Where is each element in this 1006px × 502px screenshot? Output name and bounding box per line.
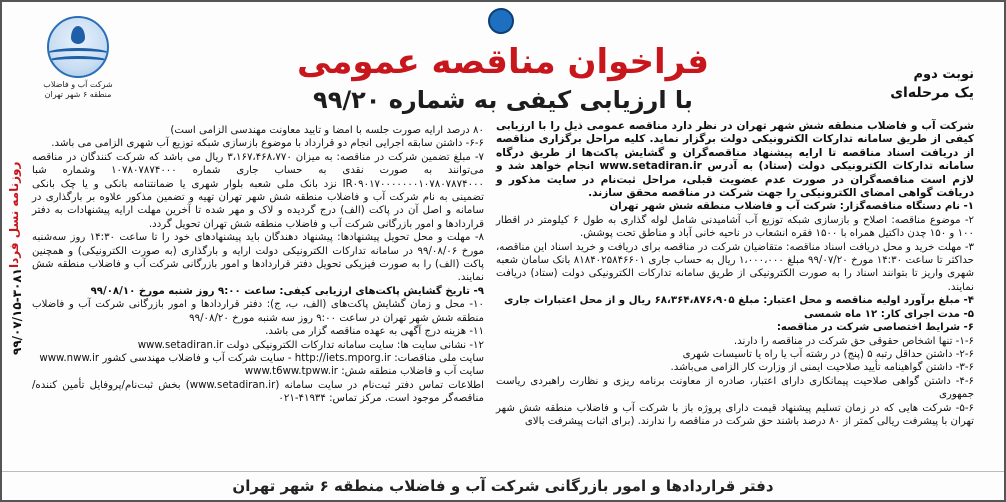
item-6-5-continued: ۸۰ درصد ارایه صورت جلسه با امضا و تایید معاونت مهندسی الزامی است) — [170, 125, 484, 136]
round-type: یک مرحله‌ای — [890, 85, 974, 101]
newspaper-name: روزنامه نسل فردا — [7, 162, 21, 269]
item-3: ۳- مهلت خرید و محل دریافت اسناد مناقصه: متقاضیان شرکت در مناقصه برای دریافت و خرید اسناد این مناقصه، حداکثر تا ساعت ۱۴:۳۰ مورخ ۹۹/۰۷/۲۰ مبلغ ۱،۰۰۰،۰۰۰ ریال به حساب جاری ۸۱۸۴۰۲۵۸۴۶۶۰۱ بانک سامان شعبه شهری واریز تا بتوانند اسناد را به صورت الکترونیکی از طریق سامانه تدارکات الکترونیکی دولت (ستاد) دریافت نمایند. — [496, 241, 974, 293]
publication-date: ۹۹/۰۷/۱۵-۳۰۸۱ — [10, 268, 24, 356]
item-1: ۱- نام دستگاه مناقصه‌گزار: شرکت آب و فاضلاب منطقه شش شهر تهران — [609, 201, 974, 213]
round-number: نوبت دوم — [913, 67, 974, 82]
item-6-5: ۵-۶- شرکت هایی که در زمان تسلیم پیشنهاد قیمت دارای پروژه باز با شرکت آب و فاضلاب منطقه شش شهر تهران با پیشرفت ریالی کمتر از ۸۰ درصد باشند حق شرکت در مناقصه را ندارند. (برای اثبات پیشرفت بالای — [496, 402, 974, 427]
notice-title: فراخوان مناقصه عمومی — [296, 42, 710, 82]
item-10: ۱۰- محل و زمان گشایش پاکت‌های (الف، ب، ج): دفتر قراردادها و امور بازرگانی شرکت آب و فاضلاب منطقه شش شهر تهران در ساعت ۹:۰۰ روز سه شنبه مورخ ۹۹/۰۸/۲۰ — [32, 299, 484, 324]
item-8: ۸- مهلت و محل تحویل پیشنهادها: پیشنهاد دهندگان باید پیشنهادهای خود را تا ساعت ۱۴:۳۰ روز سه‌شنبه مورخ ۹۹/۰۸/۰۶ در سامانه تدارکات الکترونیکی دولت ارایه و بارگذاری (به صورت الکترونیکی) و همچنین پاکت (الف) را به صورت فیزیکی تحویل دفتر قراردادها و امور بازرگانی شرکت آب و فاضلاب منطقه شش نمایند. — [32, 232, 484, 284]
item-6-6: ۶-۶- داشتن سابقه اجرایی انجام دو قرارداد با موضوع بازسازی شبکه توزیع آب شهری الزامی می باشد. — [51, 138, 484, 150]
logo-caption: شرکت آب و فاضلاب منطقه ۶ شهر تهران — [43, 80, 113, 99]
item-6-3: ۳-۶- داشتن گواهینامه تأیید صلاحیت ایمنی از وزارت کار الزامی می‌باشد. — [670, 362, 974, 374]
item-6-1: ۱-۶- تنها اشخاص حقوقی حق شرکت در مناقصه را دارند. — [733, 335, 974, 347]
right-column — [496, 120, 974, 428]
item-6-2: ۲-۶- داشتن حداقل رتبه ۵ (پنج) در رشته آب یا راه یا تاسیسات شهری — [682, 348, 974, 360]
notice-subtitle: با ارزیابی کیفی به شماره ۹۹/۲۰ — [313, 86, 693, 114]
drop-emblem-icon — [488, 8, 514, 34]
item-12-contact: اطلاعات تماس دفتر ثبت‌نام در سایت سامانه (www.setadiran.ir) بخش ثبت‌نام/پروفایل تأمین کننده/ مناقصه‌گر موجود است. مرکز تماس: ۴۱۹۳۴-۰۲۱ — [32, 379, 484, 405]
publication-stamp — [8, 162, 26, 492]
item-7: ۷- مبلغ تضمین شرکت در مناقصه: به میزان ۳،۱۶۷،۴۶۸،۷۷۰ ریال می باشد که شرکت کنندگان در مناقصه می‌توانند به صورت نقدی به حساب جاری شماره ۱۰۷۸۰۷۸۷۴۰۰۰ وشماره شبا IR۰۹۰۱۷۰۰۰۰۰۰۰۱۰۷۸۰۷۸۷۴۰۰۰ نزد بانک ملی شعبه بلوار شهری یا ضمانتنامه بانکی و یا چک بانکی تضمینی به نام شرکت آب و فاضلاب منطقه شش شهر تهران تهیه و تضمین مذکور علاوه بر بارگذاری در سامانه و اصل آن در پاکت (الف) درج گردیده و لاک و مهر شده تا آخرین مهلت ارایه پیشنهادات به دفتر قراردادها و امور بازرگانی شرکت آب و فاضلاب منطقه شش تهران تحویل گردد. — [32, 151, 484, 230]
item-12: ۱۲- نشانی سایت ها: سایت سامانه تدارکات الکترونیکی دولت www.setadiran.ir — [137, 339, 484, 351]
intro-paragraph: شرکت آب و فاضلاب منطقه شش شهر تهران در نظر دارد مناقصه عمومی ذیل را با ارزیابی کیفی از طریق سامانه تدارکات الکترونیکی دولت برگزار نماید. کلیه مراحل برگزاری مناقصه از دریافت اسناد مناقصه تا ارایه پیشنهاد مناقصه‌گران و گشایش پاکت‌ها از طریق درگاه سامانه تدارکات الکترونیکی دولت (ستاد) به آدرس www.setadiran.ir انجام خواهد شد و لازم است مناقصه‌گران در صورت عدم عضویت قبلی، مراحل ثبت‌نام در سایت مذکور و دریافت گواهی امضای الکترونیکی را جهت شرکت در مناقصه محقق سازند. — [496, 120, 974, 200]
item-6: ۶- شرایط اختصاصی شرکت در مناقصه: — [776, 322, 974, 334]
item-4: ۴- مبلغ برآورد اولیه مناقصه و محل اعتبار: مبلغ ۶۸،۳۶۴،۸۷۶،۹۰۵ ریال و از محل اعتبارات جاری — [503, 295, 974, 307]
left-column — [32, 124, 484, 406]
item-9: ۹- تاریخ گشایش پاکت‌های ارزیابی کیفی: ساعت ۹:۰۰ روز شنبه مورخ ۹۹/۰۸/۱۰ — [90, 285, 484, 297]
item-12-national-tenders: سایت ملی مناقصات: http://iets.mporg.ir - سایت شرکت آب و فاضلاب مهندسی کشور www.nww.ir — [39, 352, 484, 364]
publication-round — [890, 66, 974, 102]
item-6-4: ۴-۶- داشتن گواهی صلاحیت پیمانکاری دارای اعتبار، صادره از معاونت برنامه ریزی و نظارت راهبردی ریاست جمهوری — [496, 375, 974, 401]
item-2: ۲- موضوع مناقصه: اصلاح و بازسازی شبکه توزیع آب آشامیدنی شامل لوله گذاری به طول ۶ کیلومتر در اقطار ۱۰۰ و ۱۵۰ چدن داکتیل همراه با ۱۵۰۰ فقره انشعاب در ناحیه خانی آباد و مناطق تحت پوشش. — [496, 214, 975, 240]
item-12-region-site: سایت آب و فاضلاب منطقه شش: www.t6ww.tpww.ir — [244, 366, 484, 378]
item-5: ۵- مدت اجرای کار: ۱۲ ماه شمسی — [804, 308, 974, 320]
item-11: ۱۱- هزینه درج آگهی به عهده مناقصه گزار می باشد. — [265, 326, 484, 338]
footer-issuer: دفتر قراردادها و امور بازرگانی شرکت آب و فاضلاب منطقه ۶ شهر تهران — [2, 471, 1004, 500]
